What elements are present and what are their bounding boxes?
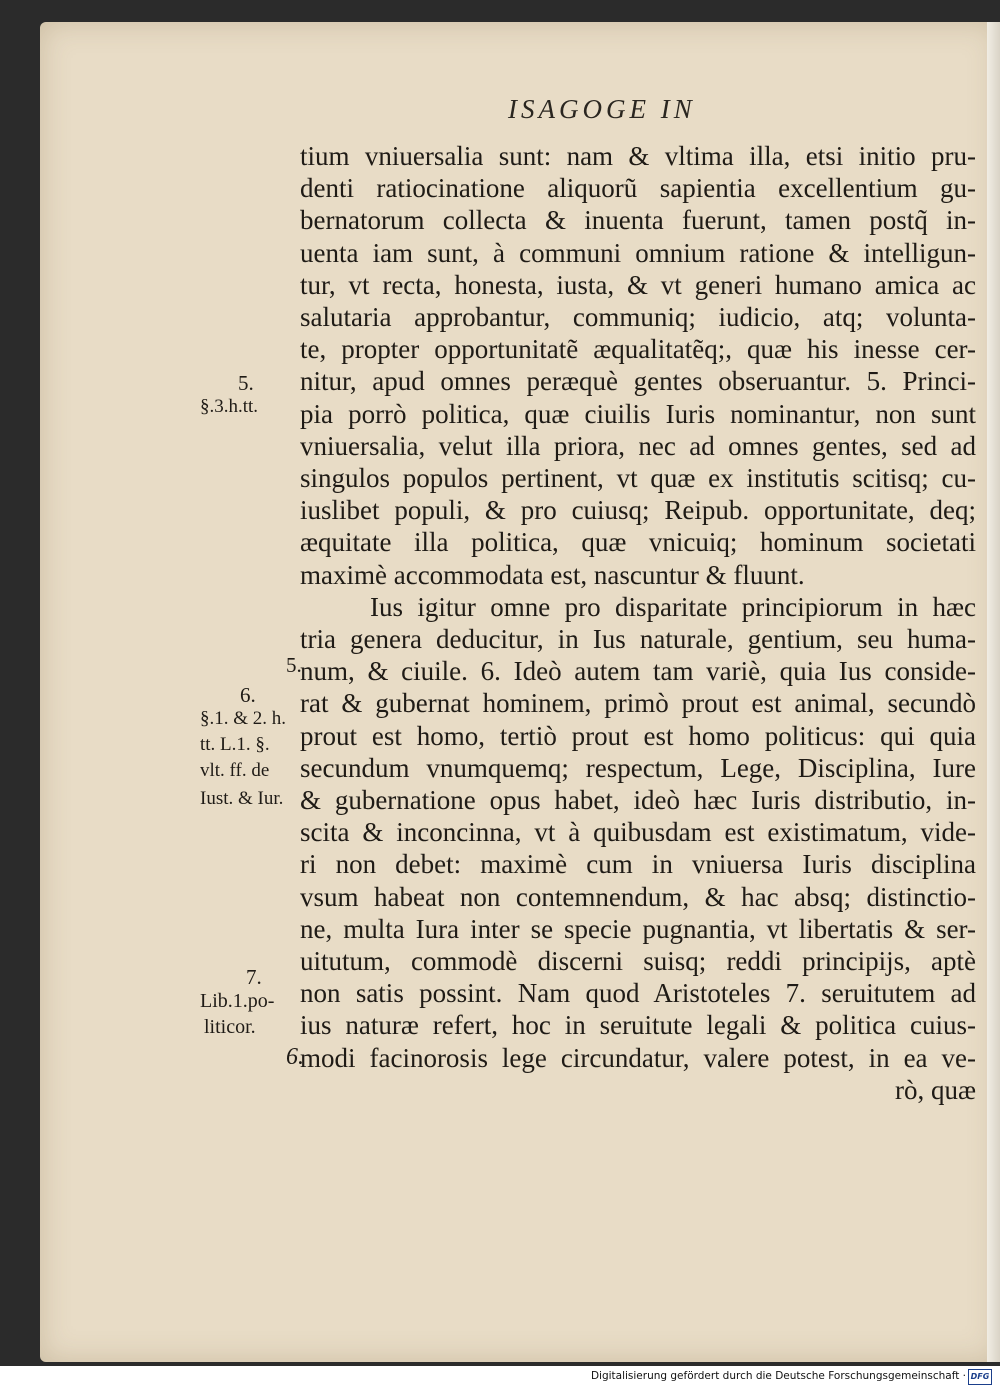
margin-note-reference: vlt. ff. de <box>200 760 270 781</box>
text-line: salutaria approbantur, communiq; iudicio, atq; volunta- <box>300 302 976 333</box>
text-line: ius naturæ refert, hoc in seruitute legali & politica cuius- <box>300 1010 976 1041</box>
text-line: num, & ciuile. 6. Ideò autem tam variè, quia Ius conside- <box>300 656 976 687</box>
text-line: vsum habeat non contemnendum, & hac absq; distinctio- <box>300 881 976 912</box>
text-line: singulos populos pertinent, vt quæ ex institutis scitisq; cu- <box>300 463 976 494</box>
text-line: bernatorum collecta & inuenta fuerunt, tamen postq̃ in- <box>300 205 976 236</box>
text-line: pia porrò politica, quæ ciuilis Iuris nominantur, non sunt <box>300 398 976 429</box>
text-line: nitur, apud omnes peræquè gentes obseruantur. 5. Princi- <box>300 366 976 397</box>
footer-text: Digitalisierung gefördert durch die Deutsche Forschungsgemeinschaft · <box>590 1370 966 1382</box>
margin-note-number: 5. <box>238 371 254 395</box>
text-line: rò, quæ <box>895 1074 976 1105</box>
text-line: uenta iam sunt, à communi omnium ratione & intelligun- <box>300 237 976 268</box>
text-line: non satis possint. Nam quod Aristoteles 7. seruitutem ad <box>300 978 976 1009</box>
margin-note-reference: Iust. & Iur. <box>200 788 284 809</box>
page-edge <box>987 22 1000 1362</box>
text-line: & gubernatione opus habet, ideò hæc Iuris distributio, in- <box>300 785 976 816</box>
text-line: tur, vt recta, honesta, iusta, & vt generi humano amica ac <box>300 269 976 300</box>
text-line: secundum vnumquemq; respectum, Lege, Disciplina, Iure <box>300 752 976 783</box>
text-line: uitutum, commodè discerni suisq; reddi principijs, aptè <box>300 946 976 977</box>
digitization-footer <box>0 1366 1000 1388</box>
text-line: tium vniuersalia sunt: nam & vltima illa, etsi initio pru- <box>300 141 976 171</box>
margin-note-number: 6. <box>240 683 256 707</box>
text-line: ri non debet: maximè cum in vniuersa Iuris disciplina <box>300 849 976 880</box>
text-line: te, propter opportunitatẽ æqualitatẽq;, quæ his inesse cer- <box>300 334 976 365</box>
text-line: rat & gubernat hominem, primò prout est animal, secundò <box>300 688 976 719</box>
text-line: denti ratiocinatione aliquorũ sapientia excellentium gu- <box>300 173 976 204</box>
margin-note-reference: tt. L.1. §. <box>200 734 270 755</box>
margin-note-number: 7. <box>246 965 262 989</box>
margin-note-reference: §.1. & 2. h. <box>200 708 287 729</box>
text-line: modi facinorosis lege circundatur, valere potest, in ea ve- <box>300 1042 976 1073</box>
text-line: vniuersalia, velut illa priora, nec ad omnes gentes, sed ad <box>300 430 976 461</box>
margin-note-number: 5. <box>286 653 302 677</box>
dfg-logo-icon: DFG <box>968 1369 992 1385</box>
body-text <box>300 140 976 1106</box>
text-line: maximè accommodata est, nascuntur & fluunt. <box>300 559 805 590</box>
text-line: scita & inconcinna, vt à quibusdam est existimatum, vide- <box>300 817 976 848</box>
text-line: ne, multa Iura inter se specie pugnantia, vt libertatis & ser- <box>300 913 976 944</box>
running-head: ISAGOGE IN <box>508 94 696 124</box>
margin-note-reference: Lib.1.po- <box>200 990 275 1012</box>
text-line: prout est homo, tertiò prout est homo politicus: qui quia <box>300 720 976 751</box>
text-line: æquitate illa politica, quæ vnicuiq; hominum societati <box>300 527 976 558</box>
margin-note-reference: §.3.h.tt. <box>200 396 259 417</box>
text-line: Ius igitur omne pro disparitate principiorum in hæc <box>370 591 976 622</box>
text-line: iuslibet populi, & pro cuiusq; Reipub. opportunitate, deq; <box>300 495 976 526</box>
text-line: tria genera deducitur, in Ius naturale, gentium, seu huma- <box>300 624 976 655</box>
margin-note-reference: liticor. <box>204 1016 256 1038</box>
margin-note-number: 6. <box>286 1044 304 1070</box>
